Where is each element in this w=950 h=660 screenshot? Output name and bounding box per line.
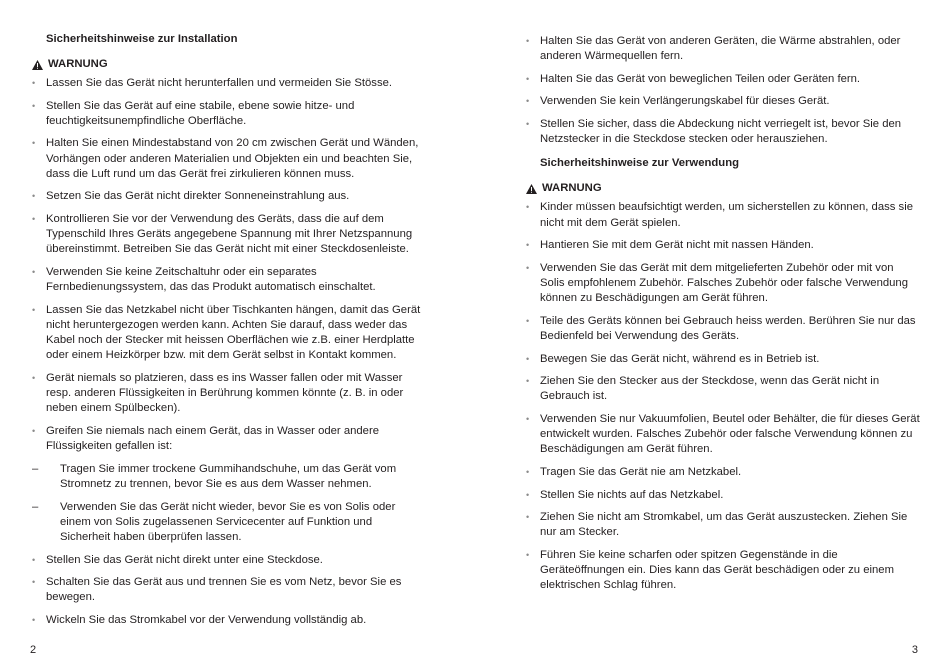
- usage-safety-heading: Sicherheitshinweise zur Verwendung: [540, 157, 740, 170]
- list-item: • Verwenden Sie keine Zeitschaltuhr oder ein separates Fernbedienungssystem, das das Produkt automatisch einschaltet.: [32, 265, 422, 295]
- left-page-content: [32, 32, 422, 660]
- list-item: • Hantieren Sie mit dem Gerät nicht mit nassen Händen.: [526, 238, 921, 253]
- list-item: • Schalten Sie das Gerät aus und trennen Sie es vom Netz, bevor Sie es bewegen.: [32, 575, 422, 605]
- sub-list: [46, 462, 422, 545]
- list-item: • Verwenden Sie kein Verlängerungskabel für dieses Gerät.: [526, 94, 921, 109]
- list-item: • Verwenden Sie nur Vakuumfolien, Beutel oder Behälter, die für dieses Gerät entwickelt wurden. Falsches Zubehör oder falsche Verwendung können zu Beschädigungen am Gerät führen.: [526, 412, 921, 458]
- warning-triangle-icon: [526, 184, 537, 194]
- warning-header-left: [32, 57, 422, 72]
- list-item: • Gerät niemals so platzieren, dass es ins Wasser fallen oder mit Wasser resp. anderen Flüssigkeiten in Berührung kommen könnte (z. B. in oder neben einem Spülbecken).: [32, 371, 422, 417]
- list-item: • Führen Sie keine scharfen oder spitzen Gegenstände in die Geräteöffnungen ein. Dies kann das Gerät beschädigen oder zu einem elektrischen Schlag führen.: [526, 548, 921, 594]
- list-item: • Halten Sie das Gerät von anderen Geräten, die Wärme abstrahlen, oder anderen Wärmequellen fern.: [526, 34, 921, 64]
- list-item: • Verwenden Sie das Gerät mit dem mitgelieferten Zubehör oder mit von Solis empfohlenem Zubehör. Falsches Zubehör oder falsche Verwendung können zu Beschädigungen am Gerät führen.: [526, 261, 921, 307]
- page-number-left: 2: [30, 644, 37, 656]
- warning-label: WARNUNG: [48, 58, 108, 70]
- list-item: • Teile des Geräts können bei Gebrauch heiss werden. Berühren Sie nur das Bedienfeld bei Verwendung des Geräts.: [526, 314, 921, 344]
- continued-safety-list: [526, 34, 921, 147]
- list-item: • Ziehen Sie den Stecker aus der Steckdose, wenn das Gerät nicht in Gebrauch ist.: [526, 374, 921, 404]
- list-item: • Stellen Sie das Gerät auf eine stabile, ebene sowie hitze- und feuchtigkeitsunempfindliche Oberfläche.: [32, 99, 422, 129]
- list-item: • Kinder müssen beaufsichtigt werden, um sicherstellen zu können, dass sie nicht mit dem Gerät spielen.: [526, 200, 921, 230]
- list-item: • Halten Sie einen Mindestabstand von 20 cm zwischen Gerät und Wänden, Vorhängen oder anderen Materialien und Objekten ein und beachten Sie, dass die Luft rund um das Gerät frei zirkulieren können muss.: [32, 136, 422, 182]
- installation-safety-heading: Sicherheitshinweise zur Installation: [46, 33, 238, 45]
- list-item: • Stellen Sie sicher, dass die Abdeckung nicht verriegelt ist, bevor Sie den Netzstecker in die Steckdose stecken oder herausziehen.: [526, 117, 921, 147]
- list-item: • Setzen Sie das Gerät nicht direkter Sonneneinstrahlung aus.: [32, 189, 422, 204]
- list-item-with-subitems: [32, 424, 422, 545]
- page-number-right: 3: [911, 644, 918, 656]
- list-item: • Tragen Sie das Gerät nie am Netzkabel.: [526, 465, 921, 480]
- warning-header-right: [526, 181, 921, 196]
- installation-safety-list: [32, 76, 422, 628]
- list-item: • Stellen Sie das Gerät nicht direkt unter eine Steckdose.: [32, 553, 422, 568]
- warning-label: WARNUNG: [542, 182, 602, 195]
- right-page-content: [526, 34, 921, 660]
- list-item: • Bewegen Sie das Gerät nicht, während es in Betrieb ist.: [526, 352, 921, 367]
- list-item: • Lassen Sie das Gerät nicht herunterfallen und vermeiden Sie Stösse.: [32, 76, 422, 91]
- list-item: • Wickeln Sie das Stromkabel vor der Verwendung vollständig ab.: [32, 613, 422, 628]
- warning-triangle-icon: [32, 60, 43, 70]
- list-item: • Halten Sie das Gerät von beweglichen Teilen oder Geräten fern.: [526, 72, 921, 87]
- list-item: • Lassen Sie das Netzkabel nicht über Tischkanten hängen, damit das Gerät nicht heruntergezogen werden kann. Achten Sie darauf, dass weder das Kabel noch der Stecker mit heissen Oberflächen wie z.B. einer Herdplatte oder einem Heizkörper bzw. mit dem Gerät selbst in Kontakt kommen.: [32, 303, 422, 364]
- usage-safety-list: [526, 200, 921, 593]
- list-item-text: Greifen Sie niemals nach einem Gerät, das in Wasser oder andere Flüssigkeiten gefallen ist:: [46, 424, 380, 453]
- list-item: • Kontrollieren Sie vor der Verwendung des Geräts, dass die auf dem Typenschild Ihres Geräts angegebene Spannung mit Ihrer Netzspannung übereinstimmt. Betreiben Sie das Gerät nicht mit einer Steckdosenleiste.: [32, 212, 422, 258]
- list-item: • Ziehen Sie nicht am Stromkabel, um das Gerät auszustecken. Ziehen Sie nur am Stecker.: [526, 510, 921, 540]
- list-item: • Stellen Sie nichts auf das Netzkabel.: [526, 488, 921, 503]
- sub-list-item: – Verwenden Sie das Gerät nicht wieder, bevor Sie es von Solis oder einem von Solis zugelassenen Servicecenter auf Funktion und Sicherheit haben überprüfen lassen.: [32, 500, 422, 546]
- sub-list-item: – Tragen Sie immer trockene Gummihandschuhe, um das Gerät vom Stromnetz zu trennen, bevor Sie es aus dem Wasser nehmen.: [32, 462, 422, 492]
